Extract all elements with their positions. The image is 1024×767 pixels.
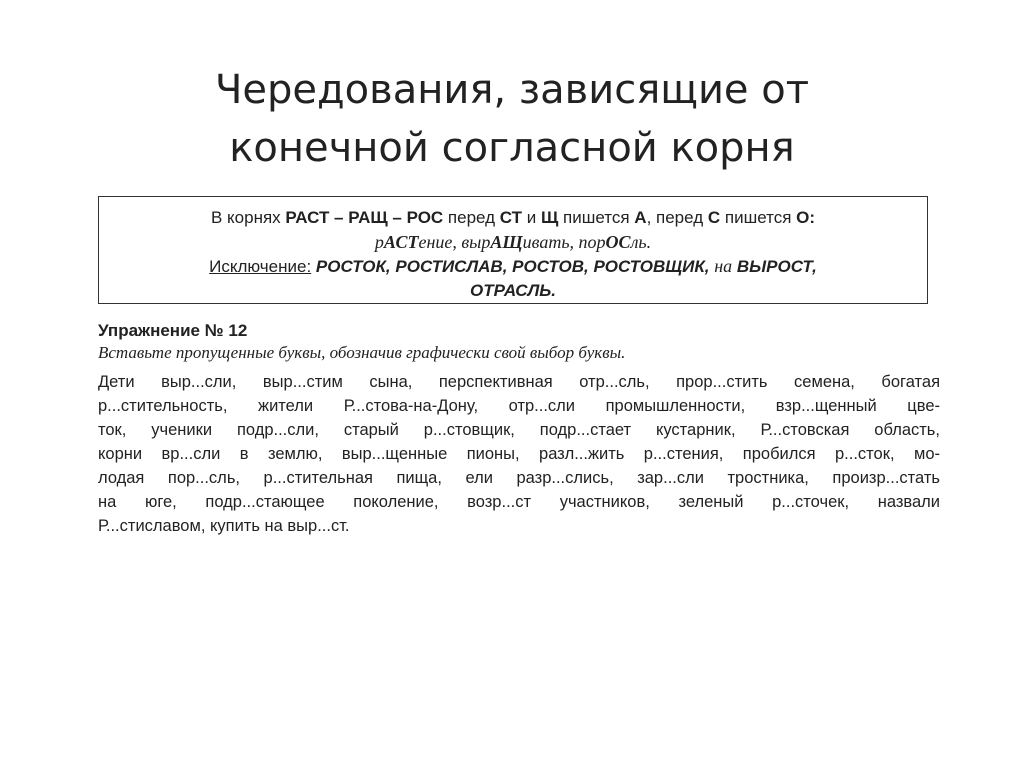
exception-preposition: на <box>714 256 733 276</box>
example-text: р <box>374 232 384 252</box>
exercise-task: Вставьте пропущенные буквы, обозначив графически свой выбор буквы. <box>98 343 626 362</box>
rule-text: пишется <box>720 208 797 227</box>
example-root: ОС <box>605 232 631 252</box>
exercise-line: лодая пор...сль, р...стительная пища, ели разр...слись, зар...сли тростника, произр...стать <box>98 469 940 487</box>
exercise-line: р...стительность, жители Р...стова-на-Дону, отр...сли промышленности, взр...щенный цве- <box>98 397 940 415</box>
rule-exceptions <box>99 254 927 279</box>
rule-text: и <box>522 208 541 227</box>
exception-words: РОСТОК, РОСТИСЛАВ, РОСТОВ, РОСТОВЩИК, <box>311 257 715 276</box>
exception-last-word: ОТРАСЛЬ. <box>469 281 557 300</box>
exercise-line: корни вр...сли в землю, выр...щенные пионы, разл...жить р...стения, пробился р...сток, мо- <box>98 445 940 463</box>
rule-letter-shch: Щ <box>540 208 559 227</box>
exercise-block <box>98 320 940 538</box>
rule-line-1 <box>99 206 927 230</box>
example-root: АСТ <box>383 232 419 252</box>
exception-word-vyrost: ВЫРОСТ, <box>732 257 817 276</box>
rule-letter-o: О: <box>796 208 816 227</box>
exercise-line: на юге, подр...стающее поколение, возр...ст участников, зеленый р...сточек, назвали <box>98 493 940 511</box>
slide-title-line-2: конечной согласной корня <box>229 124 795 171</box>
slide-title <box>0 61 1024 177</box>
rule-examples <box>99 230 927 254</box>
exercise-heading: Упражнение № 12 <box>98 321 248 340</box>
rule-text: В корнях <box>210 208 286 227</box>
example-text: ивать, пор <box>522 232 606 252</box>
rule-text: , перед <box>646 208 708 227</box>
example-text: ль. <box>630 232 652 252</box>
exercise-line: Дети выр...сли, выр...стим сына, перспективная отр...сль, прор...стить семена, богатая <box>98 373 940 391</box>
rule-letters-st: СТ <box>499 208 523 227</box>
exercise-text <box>98 370 940 538</box>
rule-roots: РАСТ – РАЩ – РОС <box>285 208 444 227</box>
exercise-line: ток, ученики подр...сли, старый р...стовщик, подр...стает кустарник, Р...стовская область, <box>98 421 940 439</box>
exercise-line: Р...стиславом, купить на выр...ст. <box>98 517 350 535</box>
rule-box <box>98 196 928 304</box>
example-text: ение, выр <box>418 232 491 252</box>
rule-text: перед <box>443 208 500 227</box>
slide-title-line-1: Чередования, зависящие от <box>214 66 810 113</box>
example-root: АЩ <box>490 232 523 252</box>
rule-letter-a: А <box>634 208 647 227</box>
rule-letter-s: С <box>707 208 721 227</box>
exception-label: Исключение: <box>209 257 312 276</box>
rule-text: пишется <box>558 208 635 227</box>
